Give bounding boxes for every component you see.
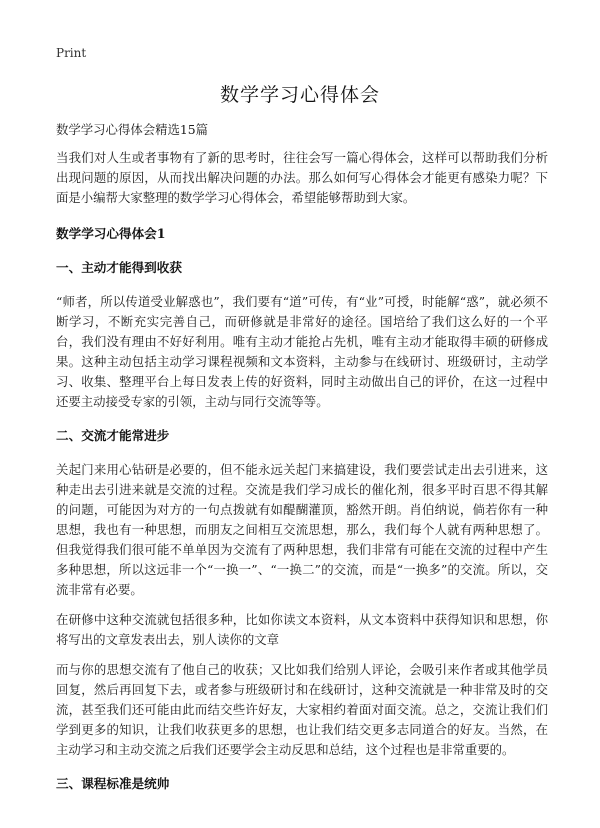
section-heading-3: 三、课程标准是统帅 bbox=[56, 776, 170, 791]
print-link[interactable]: Print bbox=[56, 46, 87, 60]
document-body bbox=[56, 120, 548, 794]
document-subtitle: 数学学习心得体会精选15篇 bbox=[56, 122, 209, 137]
section-heading-1: 一、主动才能得到收获 bbox=[56, 260, 182, 275]
section-2-paragraph-3: 而与你的思想交流有了他自己的收获；又比如我们给别人评论，会吸引来作者或其他学员回复，然后再回复下去，或者参与班级研讨和在线研讨，这种交流就是一种非常及时的交流，甚至我们还可能由此而结交些许好友，大家相约着面对面交流。总之，交流让我们们学到更多的知识，让我们收获更多的思想，也让我们结交更多志同道合的好友。当然，在主动学习和主动交流之后我们还要学会主动反思和总结，这个过程也是非常重要的。 bbox=[56, 662, 548, 757]
article-heading: 数学学习心得体会1 bbox=[56, 226, 166, 241]
section-1-paragraph-1: “师者，所以传道受业解惑也”，我们要有“道”可传，有“业”可授，时能解“惑”，就必须不断学习，不断充实完善自己，而研修就是非常好的途径。国培给了我们这么好的一个平台，我们没有理由不好好利用。唯有主动才能抢占先机，唯有主动才能取得丰硕的研修成果。这种主动包括主动学习课程视频和文本资料，主动参与在线研讨、班级研讨，主动学习、收集、整理平台上每日发表上传的好资料，同时主动做出自己的评价，在这一过程中还要主动接受专家的引领，主动与同行交流等等。 bbox=[56, 294, 548, 409]
section-2-paragraph-1: 关起门来用心钻研是必要的，但不能永远关起门来搞建设，我们要尝试走出去引进来，这种走出去引进来就是交流的过程。交流是我们学习成长的催化剂，很多平时百思不得其解的问题，可能因为对方的一句点拨就有如醍醐灌顶，豁然开朗。肖伯纳说，倘若你有一种思想，我也有一种思想，而朋友之间相互交流思想，那么，我们每个人就有两种思想了。但我觉得我们很可能不单单因为交流有了两种思想，我们非常有可能在交流的过程中产生多种思想，所以这远非一个“一换一”、“一换二”的交流，而是“一换多”的交流。所以，交流非常有必要。 bbox=[56, 462, 548, 597]
section-heading-2: 二、交流才能常进步 bbox=[56, 428, 170, 443]
section-2-paragraph-2: 在研修中这种交流就包括很多种，比如你读文本资料，从文本资料中获得知识和思想，你将写出的文章发表出去，别人读你的文章 bbox=[56, 612, 548, 647]
document-title: 数学学习心得体会 bbox=[219, 84, 380, 106]
intro-paragraph: 当我们对人生或者事物有了新的思考时，往往会写一篇心得体会，这样可以帮助我们分析出现问题的原因，从而找出解决问题的办法。那么如何写心得体会才能更有感染力呢？下面是小编帮大家整理的数学学习心得体会，希望能够帮助到大家。 bbox=[56, 150, 548, 205]
